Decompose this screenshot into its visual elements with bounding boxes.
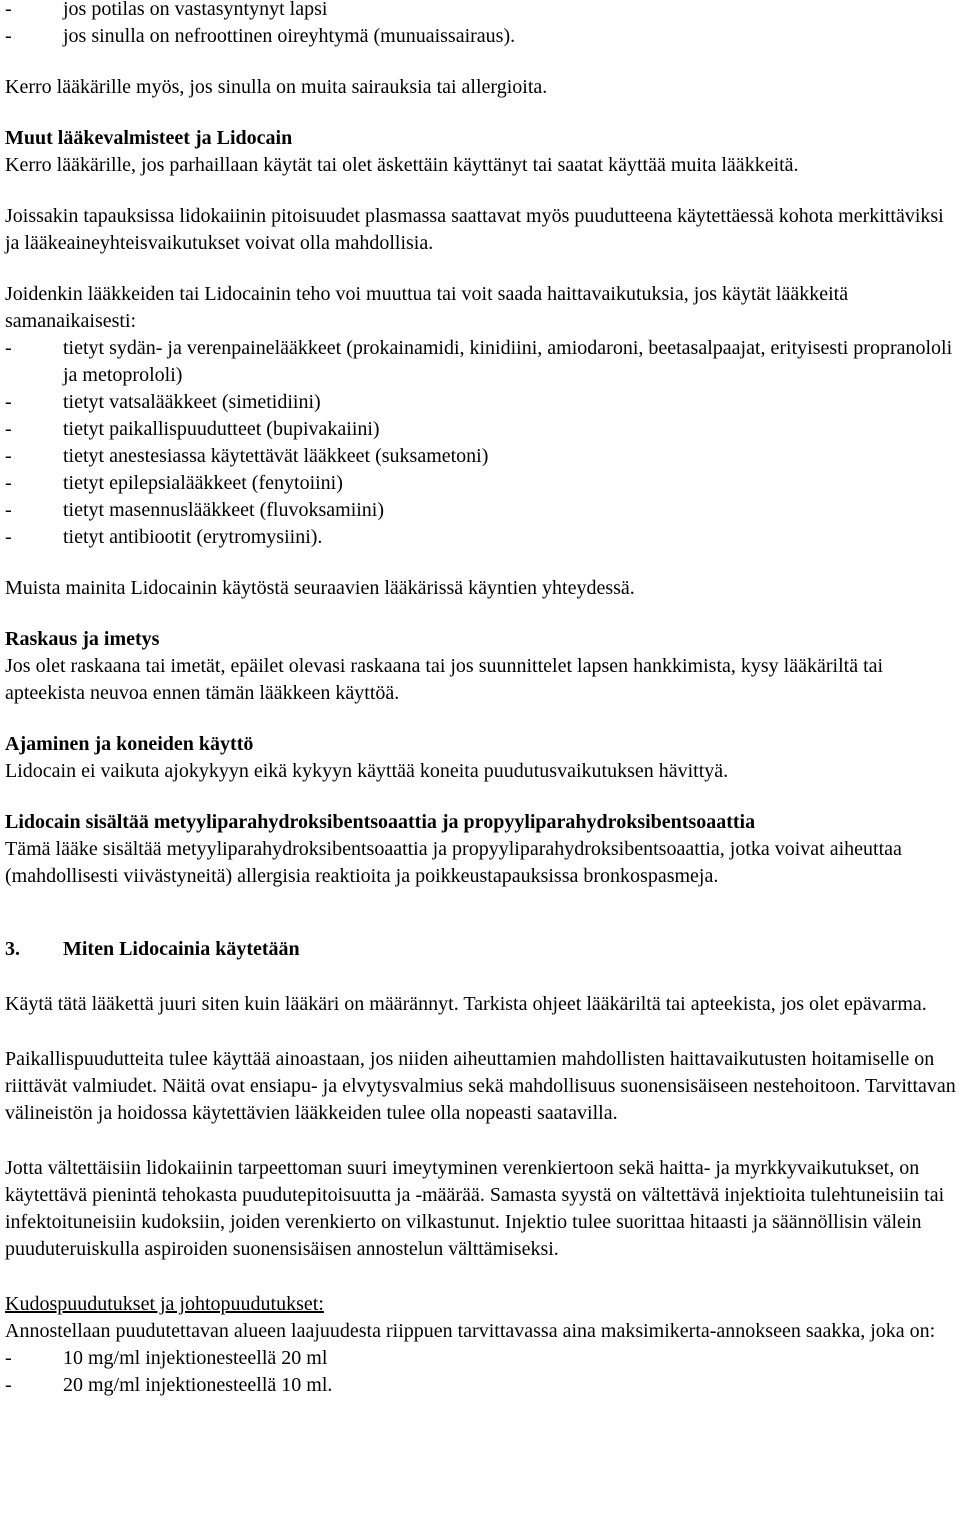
list-item-text: tietyt antibiootit (erytromysiini).: [63, 526, 323, 548]
paragraph-tissue-anesthesia: Annostellaan puudutettavan alueen laajuudesta riippuen tarvittavassa aina maksimikerta-annokseen saakka, joka on:: [5, 1320, 936, 1342]
section-3-title: [5, 936, 960, 963]
list-item-text: jos sinulla on nefroottinen oireyhtymä (munuaissairaus).: [63, 25, 516, 47]
list-dash: -: [5, 1347, 12, 1369]
list-dash: -: [5, 445, 12, 467]
heading-pregnancy: Raskaus ja imetys: [5, 628, 160, 650]
list-item: [5, 470, 960, 497]
list-dash: -: [5, 499, 12, 521]
list-item-text: tietyt sydän- ja verenpainelääkkeet (prokainamidi, kinidiini, amiodaroni, beetasalpaajat, erityisesti propranololi ja metoprololi): [63, 337, 953, 386]
list-item: [5, 1345, 960, 1372]
list-dash: -: [5, 472, 12, 494]
heading-tissue-anesthesia: Kudospuudutukset ja johtopuudutukset:: [5, 1293, 324, 1315]
heading-other-medicines: Muut lääkevalmisteet ja Lidocain: [5, 127, 293, 149]
list-dash: -: [5, 25, 12, 47]
paragraph-allergies: Kerro lääkärille myös, jos sinulla on muita sairauksia tai allergioita.: [5, 76, 548, 98]
list-item: [5, 416, 960, 443]
list-dash: -: [5, 0, 12, 20]
paragraph-parabens: Tämä lääke sisältää metyyliparahydroksibentsoaattia ja propyyliparahydroksibentsoaattia, jotka voivat aiheuttaa (mahdollisesti viivästyneitä) allergisia reaktioita ja poikkeustapauksissa bronkospasmeja.: [5, 838, 902, 887]
document-page: [5, 0, 960, 1399]
paragraph-pregnancy: Jos olet raskaana tai imetät, epäilet olevasi raskaana tai jos suunnittelet lapsen hankkimista, kysy lääkäriltä tai apteekista neuvoa ennen tämän lääkkeen käyttöä.: [5, 655, 884, 704]
heading-driving: Ajaminen ja koneiden käyttö: [5, 733, 254, 755]
list-item: [5, 0, 960, 23]
paragraph-absorption: Jotta vältettäisiin lidokaiinin tarpeettoman suuri imeytyminen verenkiertoon sekä haitta- ja myrkkyvaikutukset, on käytettävä pienintä tehokasta puudutepitoisuutta ja -määrää. Samasta syystä on vältettävä injektioita tulehtuneisiin tai infektoituneisiin kudoksiin, joiden verenkierto on vilkastunut. Injektio tulee suorittaa hitaasti ja säännöllisin välein puuduteruiskulla aspiroiden suonensisäisen annostelun välttämiseksi.: [5, 1157, 945, 1260]
list-item-text: tietyt anestesiassa käytettävät lääkkeet (suksametoni): [63, 445, 489, 467]
paragraph-readiness: Paikallispuudutteita tulee käyttää ainoastaan, jos niiden aiheuttamien mahdollisten haittavaikutusten hoitamiselle on riittävät valmiudet. Näitä ovat ensiapu- ja elvytysvalmius sekä mahdollisuus suonensisäiseen nestehoitoon. Tarvittavan välineistön ja hoidossa käytettävien lääkkeiden tulee olla nopeasti saatavilla.: [5, 1048, 956, 1124]
list-item-text: 10 mg/ml injektionesteellä 20 ml: [63, 1347, 328, 1369]
paragraph-use: Käytä tätä lääkettä juuri siten kuin lääkäri on määrännyt. Tarkista ohjeet lääkäriltä tai apteekista, jos olet epävarma.: [5, 993, 927, 1015]
list-item: [5, 497, 960, 524]
list-dash: -: [5, 337, 12, 359]
section-title-text: Miten Lidocainia käytetään: [63, 938, 300, 960]
list-dash: -: [5, 418, 12, 440]
list-item: [5, 335, 960, 389]
list-item-text: jos potilas on vastasyntynyt lapsi: [63, 0, 328, 20]
list-dash: -: [5, 391, 12, 413]
list-item-text: tietyt masennuslääkkeet (fluvoksamiini): [63, 499, 385, 521]
list-item-text: 20 mg/ml injektionesteellä 10 ml.: [63, 1374, 333, 1396]
list-item-text: tietyt epilepsialääkkeet (fenytoiini): [63, 472, 343, 494]
list-item-text: tietyt paikallispuudutteet (bupivakaiini): [63, 418, 380, 440]
heading-parabens: Lidocain sisältää metyyliparahydroksibentsoaattia ja propyyliparahydroksibentsoaattia: [5, 811, 756, 833]
paragraph-plasma: Joissakin tapauksissa lidokaiinin pitoisuudet plasmassa saattavat myös puudutteena käytettäessä kohota merkittäviksi ja lääkeaineyhteisvaikutukset voivat olla mahdollisia.: [5, 205, 944, 254]
list-item: [5, 524, 960, 551]
list-item-text: tietyt vatsalääkkeet (simetidiini): [63, 391, 321, 413]
list-item: [5, 23, 960, 50]
list-item: [5, 1372, 960, 1399]
paragraph-interactions-intro: Joidenkin lääkkeiden tai Lidocainin teho voi muuttua tai voit saada haittavaikutuksia, jos käytät lääkkeitä samanaikaisesti:: [5, 283, 849, 332]
paragraph-driving: Lidocain ei vaikuta ajokykyyn eikä kykyyn käyttää koneita puudutusvaikutuksen hävittyä.: [5, 760, 729, 782]
list-dash: -: [5, 526, 12, 548]
list-item: [5, 389, 960, 416]
list-item: [5, 443, 960, 470]
list-dash: -: [5, 1374, 12, 1396]
section-number: 3.: [5, 938, 20, 960]
paragraph-other-medicines: Kerro lääkärille, jos parhaillaan käytät tai olet äskettäin käyttänyt tai saatat käyttää muita lääkkeitä.: [5, 154, 799, 176]
paragraph-remember: Muista mainita Lidocainin käytöstä seuraavien lääkärissä käyntien yhteydessä.: [5, 577, 635, 599]
